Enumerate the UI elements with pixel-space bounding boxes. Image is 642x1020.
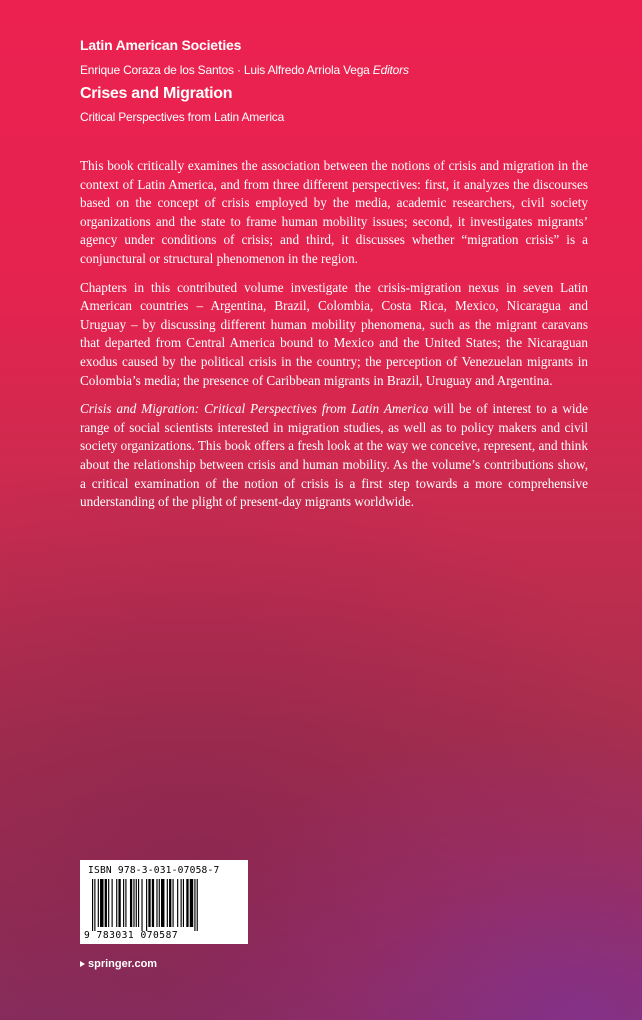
- series-name: Latin American Societies: [80, 37, 242, 53]
- blurb-paragraph-3: [80, 400, 588, 512]
- book-title-italic: Crisis and Migration: Critical Perspectives from Latin America: [80, 401, 429, 417]
- back-cover-blurb: [80, 157, 588, 522]
- publisher-url: springer.com: [88, 958, 158, 970]
- editors-line: [80, 63, 409, 77]
- book-subtitle: Critical Perspectives from Latin America: [80, 110, 285, 124]
- barcode-digits: 9 783031 070587: [84, 930, 179, 941]
- editor-names: Enrique Coraza de los Santos · Luis Alfredo Arriola Vega: [80, 63, 370, 77]
- blurb-paragraph-2: Chapters in this contributed volume investigate the crisis-migration nexus in seven Latin American countries – Argentina, Brazil, Colombia, Costa Rica, Mexico, Nicaragua and Uruguay – by discussing different human mobility phenomena, such as the migrant caravans that departed from Central America bound to Mexico and the United States; the Nicaraguan exodus caused by the political crisis in the country; the perception of Venezuelan migrants in Colombia’s media; the presence of Caribbean migrants in Brazil, Uruguay and Argentina.: [80, 279, 588, 388]
- editors-role: Editors: [372, 63, 409, 77]
- publisher-link[interactable]: [80, 958, 157, 970]
- book-title: Crises and Migration: [80, 85, 233, 102]
- blurb-paragraph-3-text: will be of interest to a wide range of social scientists interested in migration studies, as well as to policy makers and civil society organizations. This book offers a fresh look at the way we conceive, represent, and think about the relationship between crisis and human mobility. As the volume’s contributions show, a critical examination of the notion of crisis is a first step towards a more comprehensive understanding of the plight of present-day migrants worldwide.: [80, 401, 589, 510]
- blurb-paragraph-1: This book critically examines the association between the notions of crisis and migration in the context of Latin America, and from three different perspectives: first, it analyzes the discourses based on the concept of crisis employed by the media, academic researchers, civil society organizations and the state to frame human mobility issues; second, it investigates migrants’ agency under conditions of crisis; and third, it discusses whether “migration crisis” is a conjunctural or structural phenomenon in the region.: [80, 158, 588, 266]
- barcode-bars: [92, 879, 238, 931]
- isbn-label: ISBN 978-3-031-07058-7: [88, 865, 220, 876]
- arrow-right-icon: [80, 961, 85, 967]
- isbn-barcode: [80, 860, 248, 944]
